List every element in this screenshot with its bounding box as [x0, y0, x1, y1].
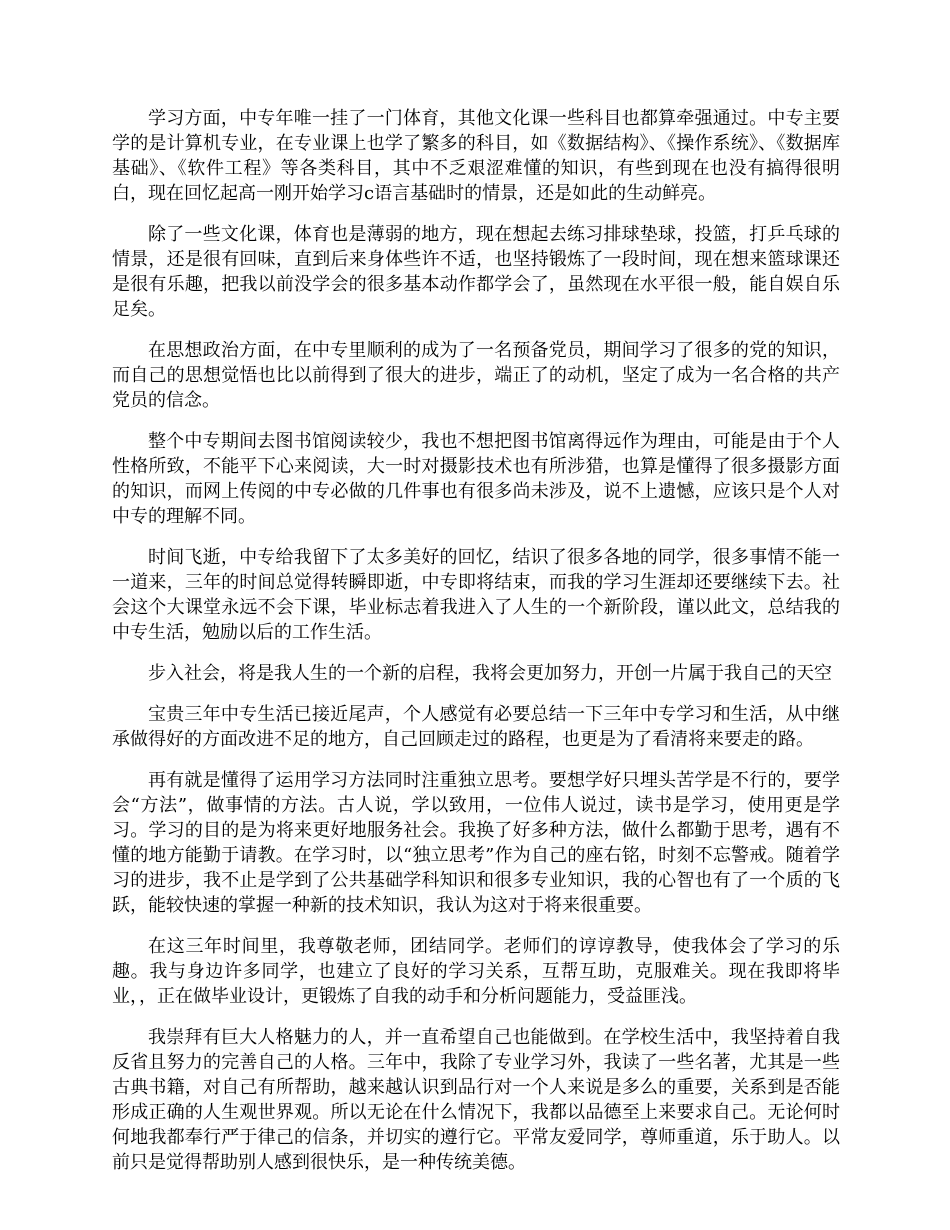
paragraph-8: 再有就是懂得了运用学习方法同时注重独立思考。要想学好只埋头苦学是不行的，要学会“方法”，做事情的方法。古人说，学以致用，一位伟人说过，读书是学习，使用更是学习。学习的目的是为将来更好地服务社会。我换了好多种方法，做什么都勤于思考，遇有不懂的地方能勤于请教。在学习时，以“独立思考”作为自己的座右铭，时刻不忘警戒。随着学习的进步，我不止是学到了公共基础学科知识和很多专业知识，我的心智也有了一个质的飞跃，能较快速的掌握一种新的技术知识，我认为这对于将来很重要。: [112, 770, 840, 916]
document-body: [112, 106, 840, 1191]
paragraph-7: 宝贵三年中专生活已接近尾声，个人感觉有必要总结一下三年中专学习和生活，从中继承做得好的方面改进不足的地方，自己回顾走过的路程，也更是为了看清将来要走的路。: [112, 704, 840, 750]
paragraph-5: 时间飞逝，中专给我留下了太多美好的回忆，结识了很多各地的同学，很多事情不能一一道来，三年的时间总觉得转瞬即逝，中专即将结束，而我的学习生涯却还要继续下去。社会这个大课堂永远不会下课，毕业标志着我进入了人生的一个新阶段，谨以此文，总结我的中专生活，勉励以后的工作生活。: [112, 547, 840, 643]
paragraph-3: 在思想政治方面，在中专里顺利的成为了一名预备党员，期间学习了很多的党的知识，而自己的思想觉悟也比以前得到了很大的进步，端正了的动机，坚定了成为一名合格的共产党员的信念。: [112, 340, 840, 411]
paragraph-9: 在这三年时间里，我尊敬老师，团结同学。老师们的谆谆教导，使我体会了学习的乐趣。我与身边许多同学，也建立了良好的学习关系，互帮互助，克服难关。现在我即将毕业，，正在做毕业设计，更锻炼了自我的动手和分析问题能力，受益匪浅。: [112, 936, 840, 1007]
paragraph-2: 除了一些文化课，体育也是薄弱的地方，现在想起去练习排球垫球，投篮，打乒乓球的情景，还是很有回味，直到后来身体些许不适，也坚持锻炼了一段时间，现在想来篮球课还是很有乐趣，把我以前没学会的很多基本动作都学会了，虽然现在水平很一般，能自娱自乐足矣。: [112, 224, 840, 320]
paragraph-10: 我崇拜有巨大人格魅力的人，并一直希望自己也能做到。在学校生活中，我坚持着自我反省且努力的完善自己的人格。三年中，我除了专业学习外，我读了一些名著，尤其是一些古典书籍，对自己有所帮助，越来越认识到品行对一个人来说是多么的重要，关系到是否能形成正确的人生观世界观。所以无论在什么情况下，我都以品德至上来要求自己。无论何时何地我都奉行严于律己的信条，并切实的遵行它。平常友爱同学，尊师重道，乐于助人。以前只是觉得帮助别人感到很快乐，是一种传统美德。: [112, 1027, 840, 1173]
paragraph-6: 步入社会，将是我人生的一个新的启程，我将会更加努力，开创一片属于我自己的天空: [148, 663, 832, 684]
paragraph-4: 整个中专期间去图书馆阅读较少，我也不想把图书馆离得远作为理由，可能是由于个人性格所致，不能平下心来阅读，大一时对摄影技术也有所涉猎，也算是懂得了很多摄影方面的知识，而网上传阅的中专必做的几件事也有很多尚未涉及，说不上遗憾，应该只是个人对中专的理解不同。: [112, 431, 840, 527]
paragraph-1: 学习方面，中专年唯一挂了一门体育，其他文化课一些科目也都算牵强通过。中专主要学的是计算机专业，在专业课上也学了繁多的科目，如《数据结构》、《操作系统》、《数据库基础》、《软件工程》等各类科目，其中不乏艰涩难懂的知识，有些到现在也没有搞得很明白，现在回忆起高一刚开始学习c语言基础时的情景，还是如此的生动鲜亮。: [112, 108, 840, 204]
